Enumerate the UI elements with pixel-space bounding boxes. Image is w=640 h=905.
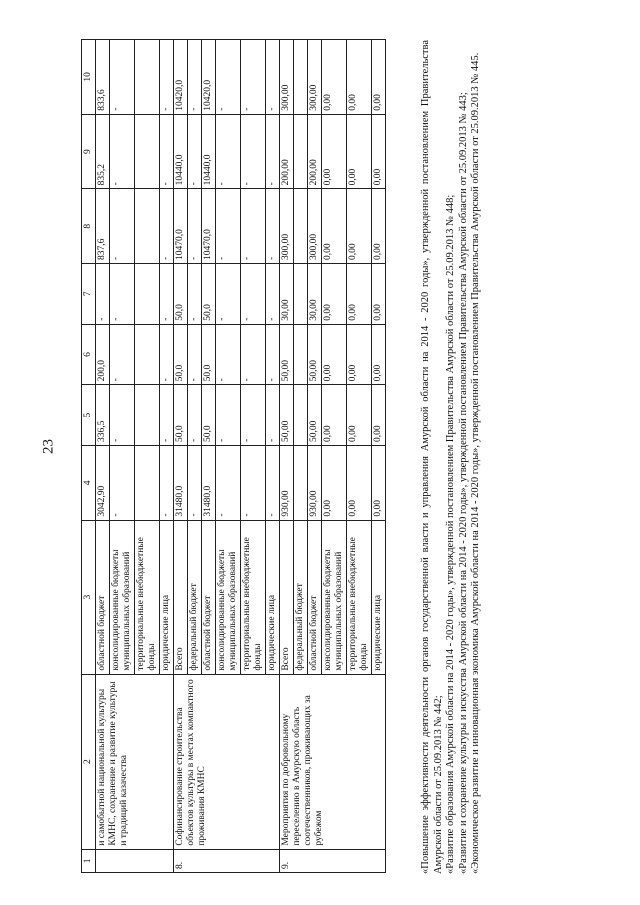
funding-source: консолидированные бюджеты муниципальных образований xyxy=(322,520,347,674)
amount-cell: 0,00 xyxy=(347,114,372,189)
amount-cell: - xyxy=(216,324,241,385)
amount-cell: - xyxy=(160,264,174,325)
column-header: 2 xyxy=(82,674,96,849)
amount-cell: - xyxy=(216,189,241,264)
amount-cell: 50,0 xyxy=(202,264,216,325)
amount-cell: 10420,0 xyxy=(202,40,216,115)
funding-source: федеральный бюджет xyxy=(294,520,308,674)
column-header: 7 xyxy=(82,264,96,325)
amount-cell: 930,00 xyxy=(280,446,294,521)
amount-cell: - xyxy=(160,40,174,115)
amount-cell: 0,00 xyxy=(322,446,347,521)
funding-source: областной бюджет xyxy=(96,520,110,674)
amount-cell: 50,00 xyxy=(280,385,294,446)
amount-cell xyxy=(294,114,308,189)
funding-source: консолидированные бюджеты муниципальных образований xyxy=(216,520,241,674)
amount-cell: 0,00 xyxy=(322,40,347,115)
amount-cell: - xyxy=(266,114,280,189)
amount-cell: - xyxy=(160,114,174,189)
table-row xyxy=(174,40,188,873)
funding-source: Всего xyxy=(280,520,294,674)
amount-cell: - xyxy=(241,40,266,115)
footnote-line: «Развитие образования Амурской области на 2014 - 2020 годы», утвержденной постановлением Правительства Амурской области от 25.09.2013 № 448; xyxy=(445,194,456,874)
amount-cell: 10470,0 xyxy=(202,189,216,264)
amount-cell: - xyxy=(241,324,266,385)
amount-cell xyxy=(135,40,160,115)
amount-cell: 31480,0 xyxy=(174,446,188,521)
amount-cell: 0,00 xyxy=(347,446,372,521)
amount-cell: 0,00 xyxy=(372,446,386,521)
amount-cell: 10440,0 xyxy=(174,114,188,189)
amount-cell: - xyxy=(188,446,202,521)
funding-source: юридические лица xyxy=(372,520,386,674)
amount-cell: - xyxy=(188,385,202,446)
amount-cell: 300,00 xyxy=(280,40,294,115)
amount-cell: 10470,0 xyxy=(174,189,188,264)
row-number xyxy=(96,849,174,872)
amount-cell: 0,00 xyxy=(347,189,372,264)
amount-cell: - xyxy=(110,189,135,264)
column-header: 8 xyxy=(82,189,96,264)
funding-source: территориальные внебюджетные фонды xyxy=(347,520,372,674)
amount-cell: - xyxy=(216,385,241,446)
amount-cell: 336,5 xyxy=(96,385,110,446)
amount-cell xyxy=(135,446,160,521)
amount-cell: - xyxy=(188,324,202,385)
funding-source: территориальные внебюджетные фонды xyxy=(135,520,160,674)
amount-cell: - xyxy=(266,40,280,115)
table-row xyxy=(280,40,294,873)
amount-cell: 50,0 xyxy=(174,385,188,446)
amount-cell: 0,00 xyxy=(322,264,347,325)
amount-cell: 0,00 xyxy=(347,264,372,325)
amount-cell xyxy=(135,114,160,189)
amount-cell: 30,00 xyxy=(308,264,322,325)
amount-cell: - xyxy=(241,114,266,189)
amount-cell: - xyxy=(188,189,202,264)
amount-cell: 0,00 xyxy=(372,40,386,115)
activity-title: Мероприятия по добровольному переселению в Амурскую область соотечественников, проживающих за рубежом xyxy=(280,674,386,849)
amount-cell: 10440,0 xyxy=(202,114,216,189)
amount-cell: - xyxy=(188,40,202,115)
amount-cell: - xyxy=(110,385,135,446)
row-number: 9. xyxy=(280,849,386,872)
amount-cell: 0,00 xyxy=(347,385,372,446)
amount-cell: - xyxy=(241,385,266,446)
amount-cell xyxy=(294,264,308,325)
amount-cell: - xyxy=(188,264,202,325)
amount-cell: - xyxy=(266,264,280,325)
amount-cell: - xyxy=(110,446,135,521)
amount-cell: 200,0 xyxy=(96,324,110,385)
amount-cell: - xyxy=(110,324,135,385)
funding-source: областной бюджет xyxy=(202,520,216,674)
amount-cell: 50,00 xyxy=(308,385,322,446)
amount-cell: - xyxy=(266,189,280,264)
amount-cell: 50,00 xyxy=(280,324,294,385)
amount-cell: 10420,0 xyxy=(174,40,188,115)
amount-cell: - xyxy=(266,385,280,446)
funding-source: Всего xyxy=(174,520,188,674)
amount-cell xyxy=(135,324,160,385)
activity-title: Софинансирование строительства объектов культуры в местах компактного проживания КМНС xyxy=(174,674,280,849)
activity-title: и самобытной национальной культуры КМНС, сохранение и развитие культуры и традиций казачества xyxy=(96,674,174,849)
column-header: 3 xyxy=(82,520,96,674)
amount-cell: - xyxy=(160,189,174,264)
column-header: 6 xyxy=(82,324,96,385)
amount-cell: 833,6 xyxy=(96,40,110,115)
amount-cell xyxy=(135,385,160,446)
amount-cell xyxy=(294,189,308,264)
amount-cell: 0,00 xyxy=(322,189,347,264)
amount-cell: - xyxy=(188,114,202,189)
amount-cell: 837,6 xyxy=(96,189,110,264)
footnote-line: «Повышение эффективности деятельности органов государственной власти и управления Амурской области на 2014 - 2020 годы», утвержденной постановлением Правительства Амурской области от 25.09.2013 № 442; xyxy=(420,40,444,874)
column-header: 4 xyxy=(82,446,96,521)
amount-cell: 0,00 xyxy=(372,324,386,385)
amount-cell: 3042,90 xyxy=(96,446,110,521)
funding-source: консолидированные бюджеты муниципальных образований xyxy=(110,520,135,674)
amount-cell: - xyxy=(266,324,280,385)
amount-cell: 0,00 xyxy=(372,114,386,189)
amount-cell: - xyxy=(160,324,174,385)
amount-cell: - xyxy=(266,446,280,521)
amount-cell: - xyxy=(241,446,266,521)
amount-cell: 0,00 xyxy=(322,114,347,189)
column-header: 1 xyxy=(82,849,96,872)
column-header: 5 xyxy=(82,385,96,446)
table-row xyxy=(96,40,110,873)
amount-cell: 50,0 xyxy=(174,264,188,325)
funding-source: юридические лица xyxy=(266,520,280,674)
amount-cell xyxy=(294,385,308,446)
amount-cell: 0,00 xyxy=(372,385,386,446)
amount-cell xyxy=(294,324,308,385)
table-body xyxy=(96,40,386,873)
amount-cell: 300,00 xyxy=(280,189,294,264)
amount-cell: 300,00 xyxy=(308,189,322,264)
amount-cell: 50,0 xyxy=(174,324,188,385)
footnote-line: «Экономическое развитие и инновационная экономика Амурской области на 2014 - 2020 годы», утвержденной постановлением Правительства Амурской области от 25.09.2013 № 445. xyxy=(470,52,481,874)
funding-source: федеральный бюджет xyxy=(188,520,202,674)
amount-cell: 50,0 xyxy=(202,385,216,446)
amount-cell: 0,00 xyxy=(322,385,347,446)
amount-cell: 200,00 xyxy=(280,114,294,189)
funding-source: юридические лица xyxy=(160,520,174,674)
header-row xyxy=(82,40,96,873)
amount-cell: - xyxy=(96,264,110,325)
amount-cell: 31480,0 xyxy=(202,446,216,521)
amount-cell xyxy=(294,40,308,115)
table-header xyxy=(82,40,96,873)
amount-cell: - xyxy=(216,40,241,115)
amount-cell: - xyxy=(160,385,174,446)
amount-cell: 0,00 xyxy=(372,264,386,325)
amount-cell: 50,00 xyxy=(308,324,322,385)
amount-cell: 300,00 xyxy=(308,40,322,115)
amount-cell: 30,00 xyxy=(280,264,294,325)
amount-cell: - xyxy=(216,446,241,521)
amount-cell xyxy=(294,446,308,521)
amount-cell: - xyxy=(241,189,266,264)
amount-cell: - xyxy=(110,264,135,325)
amount-cell xyxy=(135,189,160,264)
funding-source: территориальные внебюджетные фонды xyxy=(241,520,266,674)
footnote-block xyxy=(420,40,610,874)
column-header: 9 xyxy=(82,114,96,189)
amount-cell: - xyxy=(110,40,135,115)
amount-cell: 0,00 xyxy=(347,324,372,385)
column-header: 10 xyxy=(82,40,96,115)
amount-cell: 0,00 xyxy=(372,189,386,264)
amount-cell: 0,00 xyxy=(322,324,347,385)
amount-cell: 50,0 xyxy=(202,324,216,385)
amount-cell: - xyxy=(216,114,241,189)
row-number: 8. xyxy=(174,849,280,872)
budget-table xyxy=(81,39,386,873)
amount-cell: - xyxy=(160,446,174,521)
amount-cell: - xyxy=(216,264,241,325)
page-number: 23 xyxy=(40,439,57,454)
amount-cell: 200,00 xyxy=(308,114,322,189)
amount-cell: 930,00 xyxy=(308,446,322,521)
amount-cell: 835,2 xyxy=(96,114,110,189)
amount-cell xyxy=(135,264,160,325)
amount-cell: - xyxy=(110,114,135,189)
funding-source: областной бюджет xyxy=(308,520,322,674)
amount-cell: - xyxy=(241,264,266,325)
footnote-line: «Развитие и сохранение культуры и искусства Амурской области на 2014 - 2020 годы», утвержденной постановлением Правительства Амурской области от 25.09.2013 № 443; xyxy=(457,92,469,874)
amount-cell: 0,00 xyxy=(347,40,372,115)
